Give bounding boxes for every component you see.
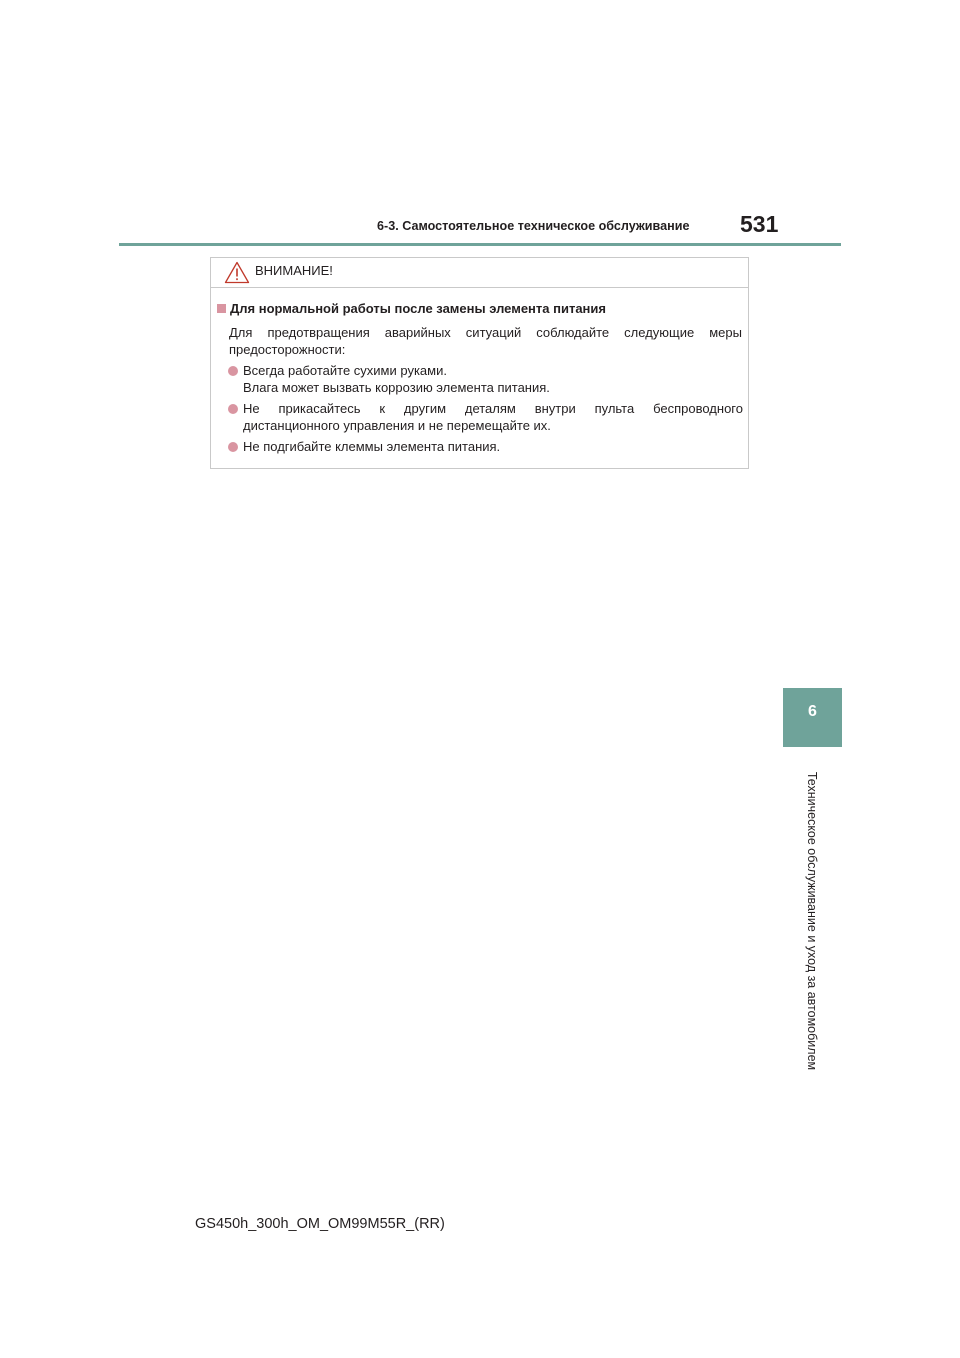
list-item-line: Не подгибайте клеммы элемента питания.: [243, 439, 501, 454]
warning-label: ВНИМАНИЕ!: [255, 263, 333, 278]
chapter-side-label: Техническое обслуживание и уход за автомобилем: [805, 771, 819, 1071]
list-item-line: Не прикасайтесь к другим деталям внутри пульта беспроводного: [243, 401, 743, 416]
chapter-tab: [783, 688, 842, 747]
warning-header: [211, 258, 748, 288]
header-divider: [119, 243, 841, 246]
round-bullet-icon: [228, 442, 238, 452]
round-bullet-icon: [228, 366, 238, 376]
square-bullet-icon: [217, 304, 226, 313]
section-header-title: 6-3. Самостоятельное техническое обслуживание: [377, 219, 690, 233]
page-number: 531: [740, 211, 779, 237]
list-item-line: Всегда работайте сухими руками.: [243, 363, 447, 378]
warning-box: [210, 257, 749, 469]
list-item-line: дистанционного управления и не перемещайте их.: [243, 418, 551, 433]
list-item: [228, 400, 743, 434]
warning-triangle-icon: [224, 261, 250, 284]
warning-intro: Для предотвращения аварийных ситуаций соблюдайте следующие меры предосторожности:: [229, 325, 742, 357]
footer-document-code: GS450h_300h_OM_OM99M55R_(RR): [195, 1216, 445, 1232]
list-item: [228, 362, 743, 396]
warning-section-title: [217, 301, 606, 316]
chapter-number: 6: [808, 703, 817, 720]
warning-section-title-text: Для нормальной работы после замены элемента питания: [230, 301, 606, 316]
round-bullet-icon: [228, 404, 238, 414]
list-item-line: Влага может вызвать коррозию элемента питания.: [243, 380, 550, 395]
list-item: [228, 438, 743, 455]
